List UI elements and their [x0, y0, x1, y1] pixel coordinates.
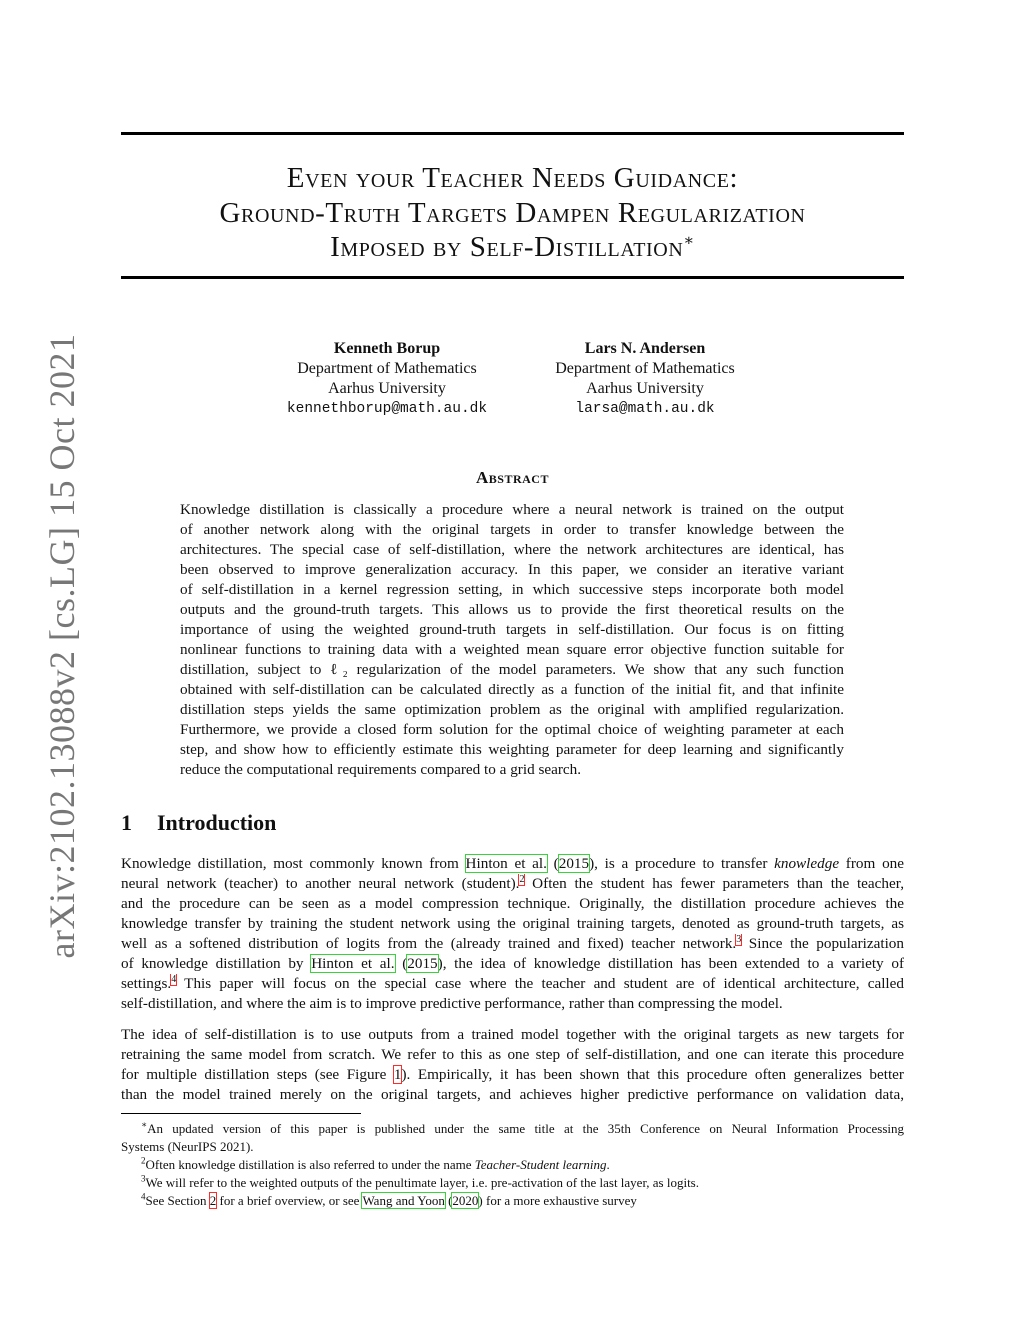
section-number: 1 [121, 810, 132, 835]
citation-year-link[interactable]: 2015 [558, 855, 590, 872]
footnote-line: $^3$We will refer to the weighted outputs of the penultimate layer, i.e. pre-activation of the last layer, as logits. [141, 1174, 699, 1190]
citation-link[interactable]: Hinton et al. [465, 855, 547, 872]
intro-paragraph-1 [121, 854, 904, 1014]
figure-link[interactable]: 1 [393, 1066, 402, 1083]
abstract-line: Furthermore, we provide a closed form solution for the optimal choice of weighting parameter at each [180, 721, 844, 738]
paragraph-line: neural network (teacher) to another neural network (student).$^2$ Often the student has fewer parameters than the teacher, [121, 874, 904, 892]
footnote-line: Systems (NeurIPS 2021). [121, 1139, 254, 1154]
title-bottom-rule [121, 276, 904, 279]
author-block [515, 339, 775, 419]
title-line-3-text: Imposed by Self-Distillation [330, 231, 684, 263]
author-email[interactable]: larsa@math.au.dk [575, 401, 715, 417]
paragraph-line: knowledge transfer by training the student network using the original training targets, denoted as ground-truth targets, as [121, 915, 904, 932]
section-link[interactable]: 2 [209, 1193, 217, 1208]
footnotes [121, 1120, 904, 1210]
paragraph-line: for multiple distillation steps (see Figure 1). Empirically, it has been shown that this procedure often generalizes better [121, 1066, 904, 1083]
paragraph-line: well as a softened distribution of logits from the (already trained and fixed) teacher network.$^3$ Since the popularization [121, 934, 904, 952]
author-name: Lars N. Andersen [584, 340, 706, 357]
author-email[interactable]: kennethborup@math.au.dk [286, 401, 488, 417]
paragraph-line: retraining the same model from scratch. We refer to this as one step of self-distillation, and one can iterate this procedure [121, 1046, 904, 1063]
abstract-line: of self-distillation in a kernel regression setting, in which successive steps incorporate both model [180, 581, 844, 598]
intro-paragraph-2 [121, 1025, 904, 1105]
paragraph-line: Knowledge distillation, most commonly known from Hinton et al. (2015), is a procedure to transfer knowledge from one [121, 855, 904, 872]
abstract-line: architectures. The special case of self-distillation, where the network architectures are identical, has [180, 541, 844, 558]
author-university: Aarhus University [586, 380, 704, 397]
abstract-line: distillation steps yields the same optimization problem as the original with amplified regularization. [180, 701, 844, 718]
abstract-line: reduce the computational requirements compared to a grid search. [180, 761, 582, 778]
abstract-line: Knowledge distillation is classically a procedure where a neural network is trained on the output [180, 501, 844, 518]
abstract-line: nonlinear functions to training data with a weighted mean square error objective function suitable for [180, 641, 844, 658]
paragraph-line: self-distillation, and where the aim is to improve predictive performance, rather than compressing the model. [121, 995, 783, 1012]
author-university: Aarhus University [328, 380, 446, 397]
footnote-link[interactable]: 4 [171, 974, 177, 985]
abstract-line: been observed to improve generalization accuracy. In this paper, we consider an iterative variant [180, 561, 844, 578]
paragraph-line: of knowledge distillation by Hinton et al. (2015), the idea of knowledge distillation has been extended to a variety of [121, 955, 904, 972]
author-name: Kenneth Borup [333, 340, 441, 357]
arxiv-identifier: arXiv:2102.13088v2 [cs.LG] 15 Oct 2021 [42, 333, 82, 959]
title-line-1: Even your Teacher Needs Guidance: [286, 162, 739, 194]
abstract-line: of another network along with the original targets in order to transfer knowledge between the [180, 521, 844, 538]
title-line-3 [121, 229, 904, 265]
author-block [257, 339, 517, 419]
author-department: Department of Mathematics [297, 360, 477, 377]
title-line-2: Ground-Truth Targets Dampen Regularization [219, 197, 806, 229]
footnote-link[interactable]: 3 [736, 934, 742, 945]
abstract-line: obtained with self-distillation can be calculated directly as a function of the initial fit, and that infinite [180, 681, 844, 698]
title-top-rule [121, 132, 904, 135]
title-footnote-mark[interactable]: ∗ [683, 232, 695, 250]
section-title: Introduction [157, 810, 277, 835]
section-heading [121, 810, 276, 836]
abstract-line: importance of using the weighted ground-truth targets in self-distillation. Our focus is on fitting [180, 621, 844, 638]
footnote-link[interactable]: 2 [519, 874, 525, 885]
footnote-separator [121, 1113, 361, 1114]
footnote-line: ∗An updated version of this paper is published under the same title at the 35th Conference on Neural Information Processing [141, 1120, 904, 1136]
citation-year-link[interactable]: 2015 [407, 955, 438, 972]
paragraph-line: settings.$^4$ This paper will focus on the special case where the teacher and student are of identical architecture, called [121, 974, 904, 992]
abstract-line: outputs and the ground-truth targets. This allows us to provide the first theoretical results on the [180, 601, 844, 618]
footnote-line: $^4$See Section 2 for a brief overview, or see Wang and Yoon (2020) for a more exhaustive survey [141, 1192, 637, 1208]
abstract-line: distillation, subject to ℓ₂ regularization of the model parameters. We show that any such function [180, 661, 844, 678]
citation-link[interactable]: Hinton et al. [311, 955, 395, 972]
paragraph-line: than the model trained merely on the original targets, and achieves higher predictive performance on validation data, [121, 1086, 904, 1103]
abstract-heading: Abstract [476, 468, 549, 487]
abstract-line: step, and show how to efficiently estimate this weighting parameter for deep learning and significantly [180, 741, 844, 758]
footnote-line: $^2$Often knowledge distillation is also referred to under the name Teacher-Student learning. [141, 1156, 610, 1172]
citation-link[interactable]: Wang and Yoon [362, 1193, 445, 1208]
abstract-body [180, 500, 844, 780]
author-department: Department of Mathematics [555, 360, 735, 377]
citation-year-link[interactable]: 2020 [452, 1193, 479, 1208]
paragraph-line: and the procedure can be seen as a model compression technique. Originally, the distillation procedure achieves the [121, 895, 904, 912]
paragraph-line: The idea of self-distillation is to use outputs from a trained model together with the original targets as new targets for [121, 1026, 904, 1043]
